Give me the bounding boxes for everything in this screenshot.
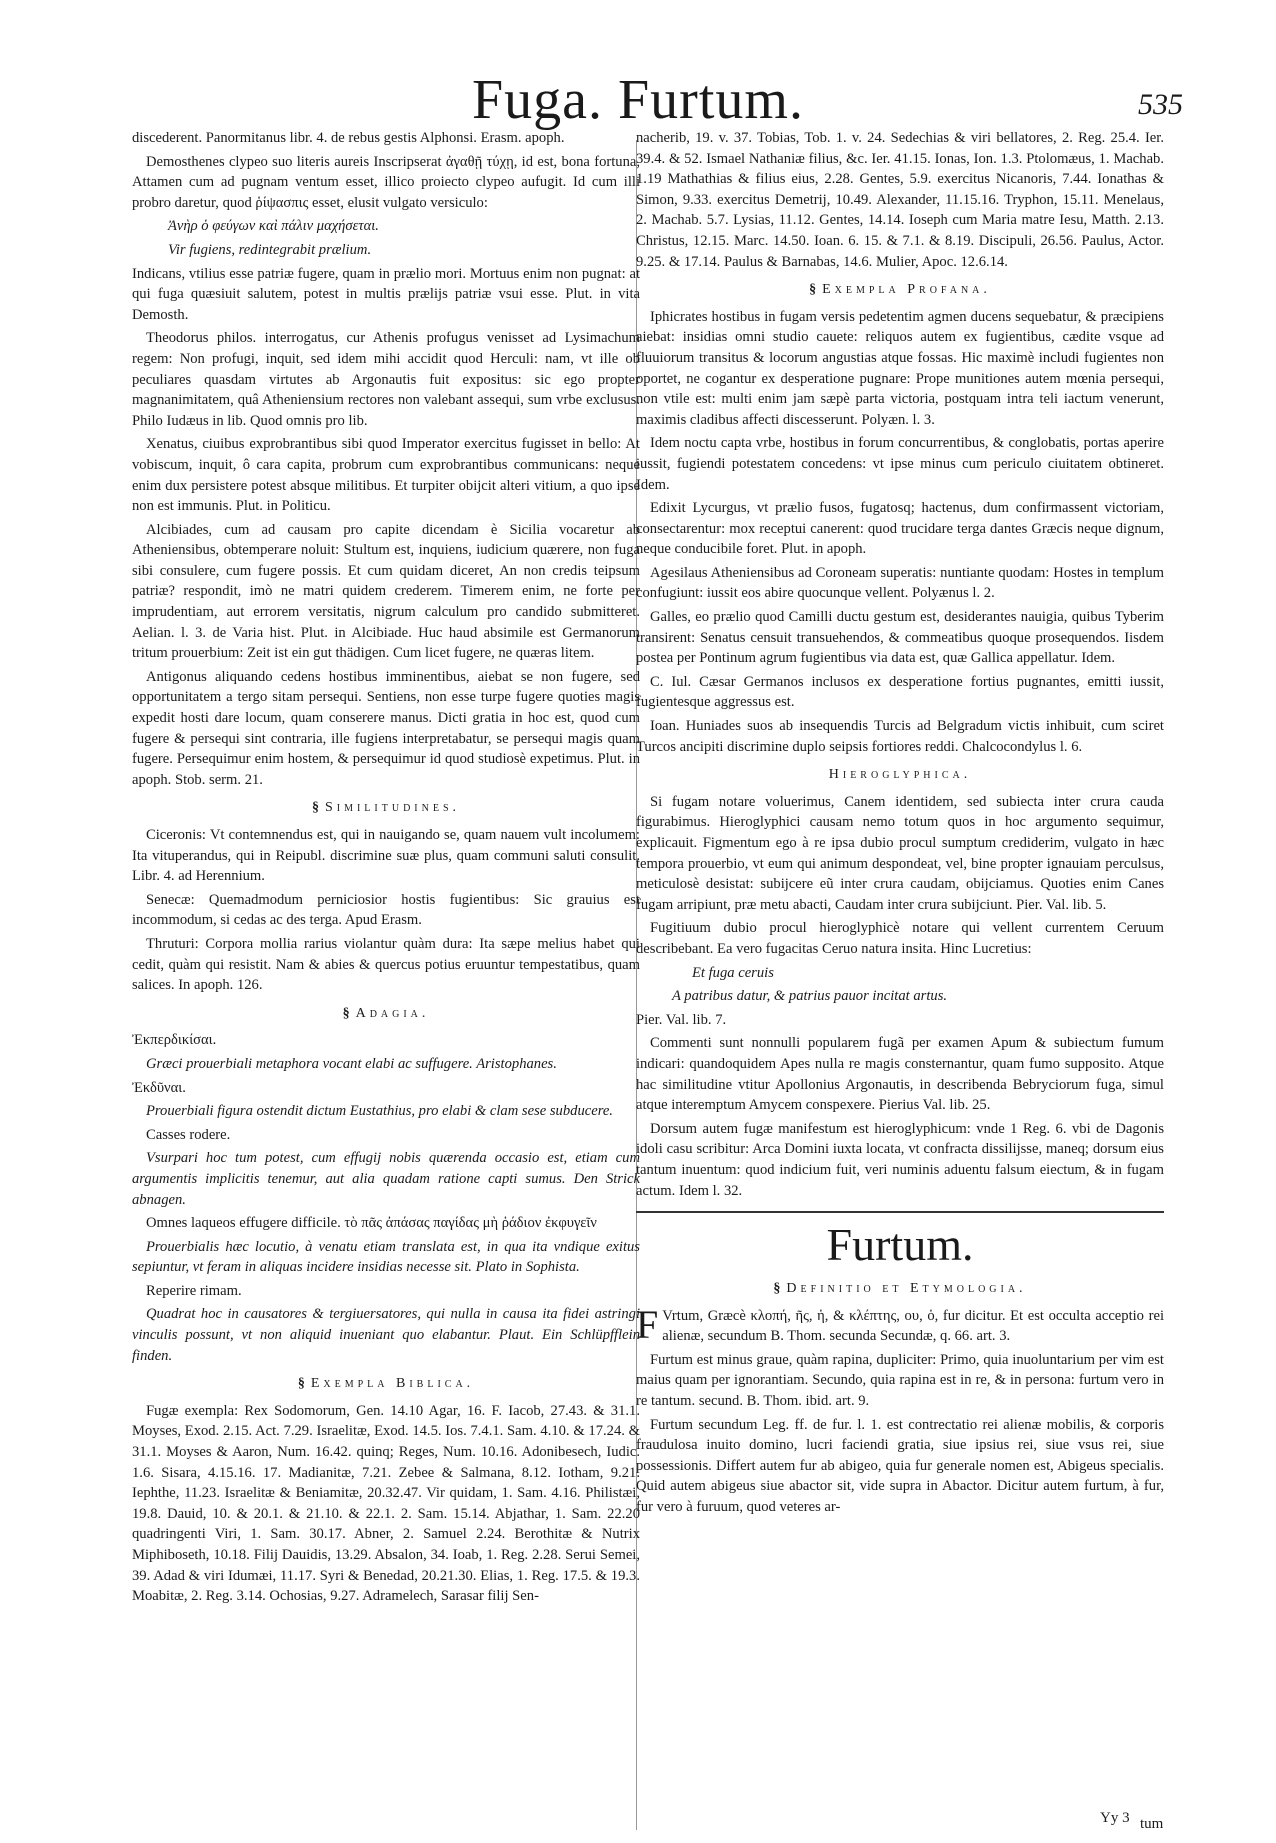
paragraph: Si fugam notare voluerimus, Canem identidem, sed subiecta inter crura cauda figurabimus. Hieroglyphici causam nemo totum quos in hoc argumento sequimur, explicauit. Figmentum ego à re ipsa dubio procul sumptum crediderim, vulgato in hæc tempora prouerbio, vt eum qui animum despondeat, vel, bine propter ignauiam perculsus, meticulosè desistat: subijcere eũ inter crura caudam, obijciamus. Quoties enim Canes fugam arripiunt, præ metu abacti, Caudam inter crura subijciunt. Pier. Val. lib. 5. [636,793,1164,913]
section-heading [132,1004,640,1025]
paragraph [636,1301,1164,1347]
right-column [636,128,1164,1521]
section-heading-label: Definitio et Etymologia. [786,1281,1027,1297]
section-heading-label: Exempla Biblica. [310,1376,475,1392]
paragraph: Fugitiuum dubio procul hieroglyphicè notare qui vellent currentem Ceruum describebant. Ea vero fugacitas Ceruo natura insita. Hinc Lucretius: [636,920,1164,957]
paragraph: Furtum est minus graue, quàm rapina, dupliciter: Primo, quia inuoluntarium per vim est maius quam per ignorantiam. Secundo, quia rapina est in re, & in persona: furtum vero in re tantum. secund. B. Thom. ibid. art. 9. [636,1351,1164,1410]
divider-rule [636,1211,1164,1213]
paragraph: Casses rodere. [146,1126,231,1143]
section-heading-label: Similitudines. [324,800,461,816]
section-heading-label: Hieroglyphica. [828,767,972,783]
verse-line: Ἀνὴρ ὁ φεύγων καὶ πάλιν μαχήσεται. [168,218,379,235]
paragraph: Demosthenes clypeo suo literis aureis Inscripserat ἀγαθῇ τύχῃ, id est, bona fortuna, Attamen cum ad pugnam ventum esset, illico proiecto clypeo aufugit. Id cum illi probro daretur, quod ῥίψασπις esset, elusit vulgato versiculo: [132,153,640,211]
paragraph: Prouerbiali figura ostendit dictum Eustathius, pro elabi & clam sese subducere. [146,1103,613,1120]
paragraph: Xenatus, ciuibus exprobrantibus sibi quod Imperator exercitus fugisset in bello: At vobiscum, inquit, ô cara capita, probrum cum exprobrantibus communicans: neque enim dux persistere potest absque militibus. Et turpiter obijcit alteri vitium, a quo ipse non est immunis. Plut. in Politicu. [132,436,640,515]
paragraph-mark-icon: § [809,282,817,298]
paragraph: Reperire rimam. [146,1282,242,1299]
paragraph: Dorsum autem fugæ manifestum est hieroglyphicum: vnde 1 Reg. 6. vbi de Dagonis idoli casu scribitur: Arca Domini iuxta locata, vt confracta dissilijsse, maneq; dorsum eius tantum inuentum: quod indicium fuit, veri numinis aduentu falsum eiectum, & in fugam actum. Idem l. 32. [636,1120,1164,1199]
verse-line: A patribus datur, & patrius pauor incitat artus. [672,988,948,1005]
left-column [132,128,640,1610]
paragraph: Ciceronis: Vt contemnendus est, qui in nauigando se, quam nauem vult incolumem: Ita vituperandus, qui in Reipubl. discrimine suæ plus, quam communi saluti consulit. Libr. 4. ad Herennium. [132,827,640,885]
paragraph: Ἐκδῦναι. [132,1079,186,1096]
paragraph: Alcibiades, cum ad causam pro capite dicendam è Sicilia vocaretur ab Atheniensibus, obtemperare noluit: Stultum est, inquiens, iudicium quærere, non fuga sibi consulere, cum fugere possis. Et cum quidam diceret, An non credis teipsum patriæ? respondit, imò ne matri quidem crederem. Timerem enim, ne forte per imprudentiam, aut errorem versitatis, nigrum calculum pro candido submitteret. Aelian. l. 3. de Varia hist. Plut. in Alcibiade. Huc haud absimile est Germanorum tritum prouerbium: Zeit ist ein gut thädigen. Cum licet fugere, ne quæras litem. [132,521,640,662]
section-heading-label: Exempla Profana. [822,282,991,298]
drop-capital: F [636,1301,659,1347]
verse-line: Et fuga ceruis [692,964,774,981]
paragraph-mark-icon: § [342,1005,350,1021]
paragraph: Furtum secundum Leg. ff. de fur. l. 1. est contrectatio rei alienæ mobilis, & corporis fraudulosa inuito domino, lucri faciendi gratia, siue ipsius rei, siue vsus rei, siue possessionis. Differt autem fur ab abigeo, quia fur generale nomen est, Abigeus specialis. Quid autem abigeus siue abactor sit, vide supra in Abactor. Dicitur autem furtum, à fur, fur vero à furuum, quod veteres ar- [636,1416,1164,1516]
verse-line: Vir fugiens, redintegrabit prælium. [168,241,372,258]
section-heading-label: Adagia. [355,1005,430,1021]
paragraph: Ioan. Huniades suos ab insequendis Turcis ad Belgradum victis inhibuit, cum sciret Turcos ancipiti discrimine duplo seipsis fortiores reddi. Chalcocondylus l. 6. [636,718,1164,755]
paragraph: Græci prouerbiali metaphora vocant elabi ac suffugere. Aristophanes. [146,1055,557,1072]
signature-mark: Yy 3 [1100,1810,1130,1826]
paragraph: Iphicrates hostibus in fugam versis pedetentim agmen ducens sequebatur, & præcipiens aiebat: insidias omni studio cauete: reliquos autem ex fugientibus, cædite vsque ad fluuiorum transitus & locorum angustias atque fossas. Hic maximè includi fugientes non oportet, ne cogantur ex desperatione pugnare: Prope munitiones autem mœnia persequi, non vtile est: multi enim jam sæpè parta victoria, postquam intra teli iactum venerunt, maximis cladibus affecti discesserunt. Polyæn. l. 3. [636,308,1164,428]
paragraph: Quadrat hoc in causatores & tergiuersatores, qui nulla in causa ita fidei astringi vinculis possunt, vt non aliquid inueniant quo elabantur. Plaut. Ein Schlüpfflein finden. [132,1306,640,1364]
paragraph: Pier. Val. lib. 7. [636,1011,727,1028]
section-heading [636,280,1164,301]
running-title: Fuga. Furtum. [472,69,804,131]
section-heading [636,765,1164,786]
section-heading [636,1279,1164,1300]
paragraph: C. Iul. Cæsar Germanos inclusos ex desperatione fortius pugnantes, emitti iussit, fugientesque aggressus est. [636,673,1164,711]
paragraph: nacherib, 19. v. 37. Tobias, Tob. 1. v. 24. Sedechias & viri bellatores, 2. Reg. 25.4. Ier. 39.4. & 52. Ismael Nathaniæ filius, &c. Ier. 41.15. Ionas, Ion. 1.3. Ptolomæus, 1. Machab. 1.19 Mathathias & filius eius, 2.28. Gentes, 5.9. exercitus Nicanoris, 7.44. Ionathas & Simon, 9.33. exercitus Demetrij, 10.49. Alexander, 11.15.16. Tryphon, 15.11. Menelaus, 2. Machab. 5.7. Lysias, 11.12. Gentes, 14.14. Ioseph cum Maria matre Iesu, Matth. 2.13. Christus, 12.15. Marc. 14.50. Ioan. 6. 15. & 7.1. & 8.19. Discipuli, 26.56. Paulus, Actor. 9.25. & 17.14. Paulus & Barnabas, 14.6. Mulier, Apoc. 12.6.14. [636,130,1164,270]
paragraph-text: Vrtum, Græcè κλοπή, ῆς, ἡ, & κλέπτης, ου, ὁ, fur dicitur. Et est occulta acceptio rei alienæ, secundum B. Thom. secunda Secundæ, q. 66. art. 3. [662,1307,1164,1345]
paragraph: Theodorus philos. interrogatus, cur Athenis profugus venisset ad Lysimachum regem: Non profugi, inquit, sed idem mihi accidit quod Herculi: nam, vt ille ob peculiares quasdam virtutes ab Argonautis fuit expositus: sic ego propter magnanimitatem, quâ Atheniensium rectores non valebant assequi, sum vrbe exclusus. Philo Iudæus in lib. Quod omnis pro lib. [132,330,640,429]
paragraph: Prouerbialis hæc locutio, à venatu etiam translata est, in qua ita vndique exitus sepiuntur, vt feram in aliquas incidere insidias necesse sit. Plato in Sophista. [132,1238,640,1276]
paragraph: Indicans, vtilius esse patriæ fugere, quam in prælio mori. Mortuus enim non pugnat: at qui fuga quæsiuit salutem, potest in multis prælijs patriæ vsui esse. Plut. in vita Demosth. [132,265,640,323]
page-number: 535 [1138,88,1183,121]
paragraph: Galles, eo prælio quod Camilli ductu gestum est, desiderantes nauigia, quibus Tyberim transirent: Senatus censuit transuehendos, & commeatibus quoque prosequendos. Iisdem postea per Pontinum agrum fugientibus via data est, quæ Gallica appellatur. Idem. [636,609,1164,667]
paragraph: Senecæ: Quemadmodum perniciosior hostis fugientibus: Sic grauius est incommodum, si cedas ac des terga. Apud Erasm. [132,891,640,929]
section-heading [132,798,640,819]
paragraph-mark-icon: § [297,1376,305,1392]
catchword: tum [1140,1816,1164,1832]
paragraph: Idem noctu capta vrbe, hostibus in forum concurrentibus, & conglobatis, portas aperire iussit, fugiendi potestatem concedens: vt ipse minus cum periculo ciuitatem obtineret. Idem. [636,435,1164,493]
paragraph: Agesilaus Atheniensibus ad Coroneam superatis: nuntiante quodam: Hostes in templum confugiunt: iussit eos abire quocunque vellent. Polyænus l. 2. [636,564,1164,602]
section-heading [132,1374,640,1395]
paragraph: Omnes laqueos effugere difficile. τὸ πᾶς ἀπάσας παγίδας μὴ ῥάδιον ἐκφυγεῖν [146,1215,597,1232]
paragraph-mark-icon: § [773,1281,781,1297]
paragraph: discederent. Panormitanus libr. 4. de rebus gestis Alphonsi. Erasm. apoph. [132,130,565,146]
paragraph: Edixit Lycurgus, vt prælio fusos, fugatosq; hactenus, dum confirmassent victoriam, consectarentur: mox receptui canerent: quod trucidare terga dantes Græcis neque dignum, neque conducibile foret. Plut. in apoph. [636,500,1164,558]
paragraph: Commenti sunt nonnulli popularem fugã per examen Apum & subiectum fumum indicari: quandoquidem Apes nulla re magis consternantur, quam fumo supposito. Atque hac similitudine vtitur Apollonius Argonautis, in describenda Bebryciorum fuga, simul atque interemptum Amycem conspexere. Pierius Val. lib. 25. [636,1035,1164,1114]
paragraph-mark-icon: § [311,800,319,816]
paragraph: Ἐκπερδικίσαι. [132,1032,217,1049]
paragraph: Vsurpari hoc tum potest, cum effugij nobis quærenda occasio est, etiam cum argumentis implicitis tenemur, aut alia quadam ratione capti sumus. Den Strick abnagen. [132,1150,640,1208]
paragraph: Antigonus aliquando cedens hostibus imminentibus, aiebat se non fugere, sed opportunitatem a tergo sitam persequi. Sentiens, non esse turpe fugere quoties magis expedit hosti dare locum, quam conserere manus. Dicti gratia in hoc est, quod cum fugere & persequi sint contraria, ille fugiens interpretabatur, se persequi magis quam fugere. Persequimur enim hostem, & persequimur id quod studiosè expetimus. Plut. in apoph. Stob. serm. 21. [132,668,640,788]
paragraph: Fugæ exempla: Rex Sodomorum, Gen. 14.10 Agar, 16. F. Iacob, 27.43. & 31.1. Moyses, Exod. 2.15. Act. 7.29. Israelitæ, Exod. 14.5. Ios. 7.4.1. Sam. 4.10. & 17.24. & 31.1. Moyses & Aaron, Num. 16.42. quinq; Reges, Num. 10.16. Adonibesech, Iudic. 1.6. Sisara, 4.15.16. 17. Madianitæ, 7.21. Zebee & Salmana, 8.12. Iotham, 9.21. Iephthe, 11.23. Israelitæ & Beniamitæ, 20.32.47. Vir quidam, 1. Sam. 4.16. Philistæi, 19.8. Dauid, 10. & 20.1. & 21.10. & 22.1. 2. Sam. 15.14. Abjathar, 1. Sam. 22.20 quadringenti Viri, 1. Sam. 30.17. Abner, 2. Samuel 2.24. Berothitæ & Nutrix Miphiboseth, 10.18. Filij Dauidis, 13.29. Absalon, 34. Ioab, 1. Reg. 2.28. Serui Semei, 39. Adad & viri Idumæi, 11.17. Syri & Benedad, 20.21.30. Elias, 1. Reg. 17.5. & 19.3. Moabitæ, 2. Reg. 3.14. Ochosias, 9.27. Adramelech, Sarasar filij Sen- [132,1402,640,1605]
paragraph: Thruturi: Corpora mollia rarius violantur quàm dura: Ita sæpe melius habet qui cedit, quàm qui resistit. Nam & abies & quercus potius eruuntur tempestatibus, quam salices. In apoph. 126. [132,935,640,994]
chapter-title: Furtum. [826,1219,974,1271]
